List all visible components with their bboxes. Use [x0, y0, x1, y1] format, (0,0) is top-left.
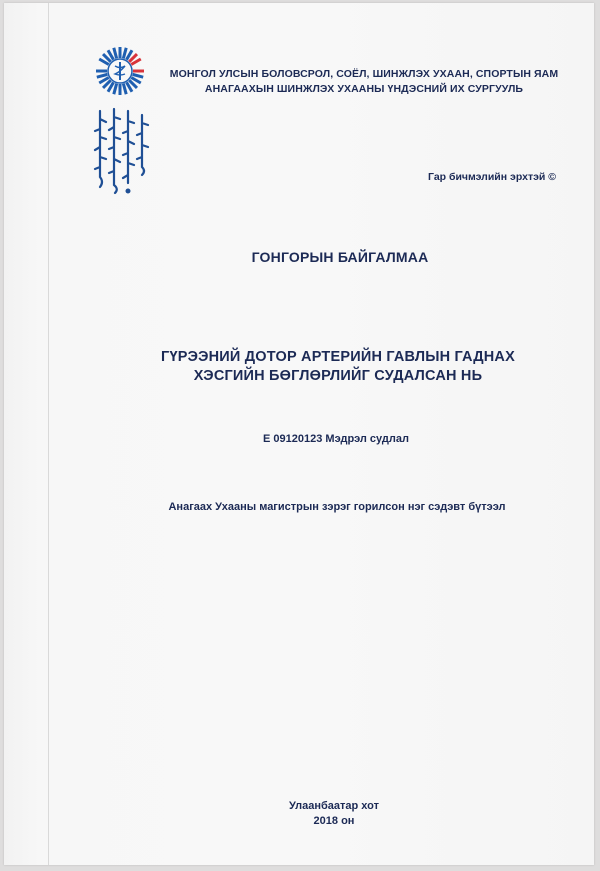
thesis-title-line1: ГҮРЭЭНИЙ ДОТОР АРТЕРИЙН ГАВЛЫН ГАДНАХ [161, 349, 515, 365]
year: 2018 он [313, 815, 355, 827]
thesis-title-line2: ХЭСГИЙН БӨГЛӨРЛИЙГ СУДАЛСАН НЬ [193, 368, 483, 384]
document-page [4, 3, 594, 865]
mongolian-script-icon [90, 107, 154, 199]
specialty-code: Е 09120123 Мэдрэл судлал [263, 433, 409, 445]
university-line: АНАГААХЫН ШИНЖЛЭХ УХААНЫ ҮНДЭСНИЙ ИХ СУРГУУЛЬ [204, 83, 524, 95]
copyright-notice: Гар бичмэлийн эрхтэй © [428, 171, 556, 183]
thesis-title [4, 348, 600, 386]
degree-statement: Анагаах Ухааны магистрын зэрэг горилсон нэг сэдэвт бүтээл [168, 501, 506, 513]
place-and-year [4, 799, 600, 829]
university-emblem-icon [94, 45, 146, 97]
ministry-line: МОНГОЛ УЛСЫН БОЛОВСРОЛ, СОЁЛ, ШИНЖЛЭХ УХААН, СПОРТЫН ЯАМ [169, 68, 559, 80]
city: Улаанбаатар хот [288, 800, 379, 812]
university-name [154, 67, 574, 97]
author-name: ГОНГОРЫН БАЙГАЛМАА [251, 249, 429, 265]
